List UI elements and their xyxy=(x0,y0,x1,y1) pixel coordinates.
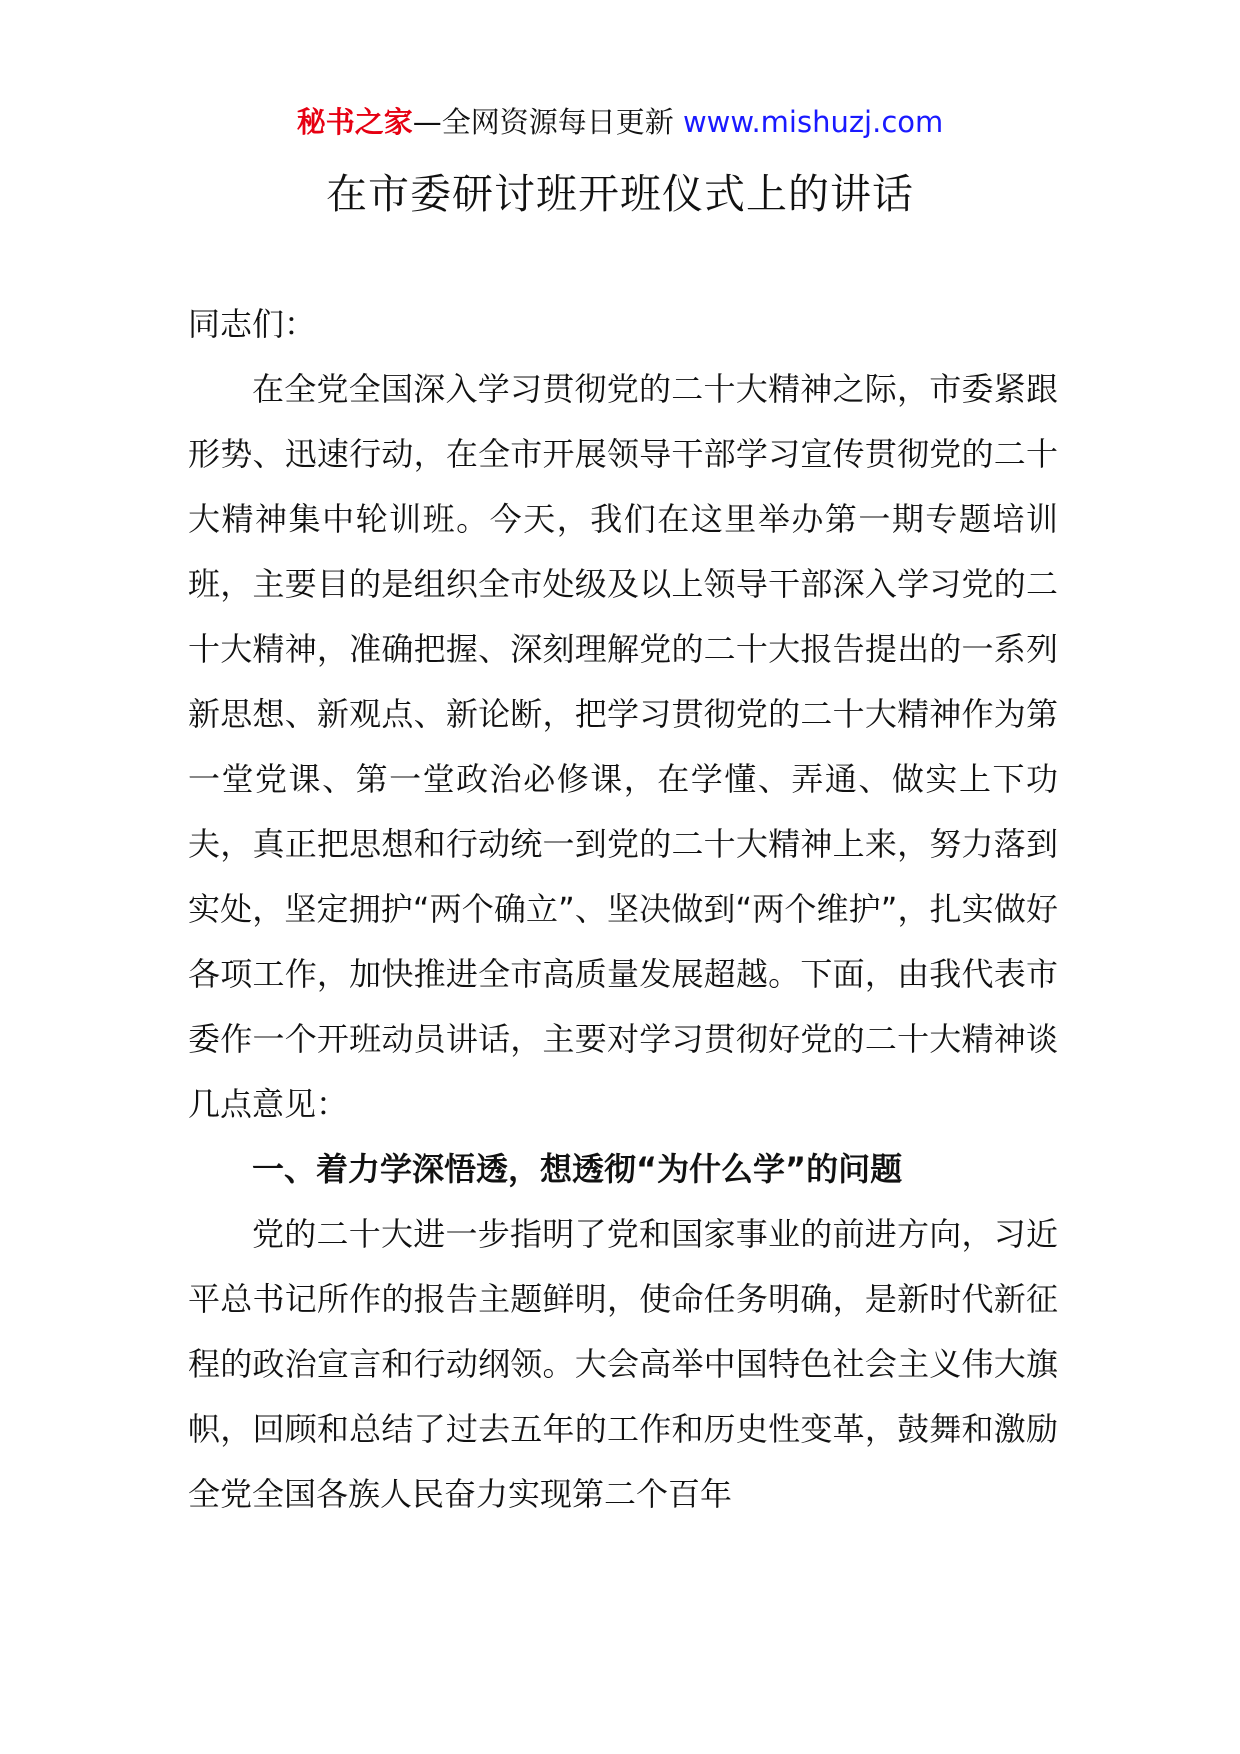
section-heading: 一、着力学深悟透，想透彻“为什么学”的问题 xyxy=(252,1150,903,1188)
site-brand: 秘书之家 xyxy=(296,105,413,139)
paragraph: 党的二十大进一步指明了党和国家事业的前进方向，习近平总书记所作的报告主题鲜明，使命任务明确，是新时代新征程的政治宣言和行动纲领。大会高举中国特色社会主义伟大旗帜，回顾和总结了过去五年的工作和历史性变革，鼓舞和激励全党全国各族人民奋力实现第二个百年 xyxy=(188,1215,1058,1513)
paragraph: 在全党全国深入学习贯彻党的二十大精神之际，市委紧跟形势、迅速行动，在全市开展领导干部学习宣传贯彻党的二十大精神集中轮训班。今天，我们在这里举办第一期专题培训班，主要目的是组织全市处级及以上领导干部深入学习党的二十大精神，准确把握、深刻理解党的二十大报告提出的一系列新思想、新观点、新论断，把学习贯彻党的二十大精神作为第一堂党课、第一堂政治必修课，在学懂、弄通、做实上下功夫，真正把思想和行动统一到党的二十大精神上来，努力落到实处，坚定拥护“两个确立”、坚决做到“两个维护”，扎实做好各项工作，加快推进全市高质量发展超越。下面，由我代表市委作一个开班动员讲话，主要对学习贯彻好党的二十大精神谈几点意见： xyxy=(188,370,1058,1123)
document-body xyxy=(188,292,1058,1527)
document-title: 在市委研讨班开班仪式上的讲话 xyxy=(326,170,914,218)
site-header xyxy=(0,102,1240,142)
site-tagline: —全网资源每日更新 xyxy=(412,105,683,139)
salutation: 同志们： xyxy=(188,305,317,343)
site-url-link[interactable]: www.mishuzj.com xyxy=(682,105,944,139)
